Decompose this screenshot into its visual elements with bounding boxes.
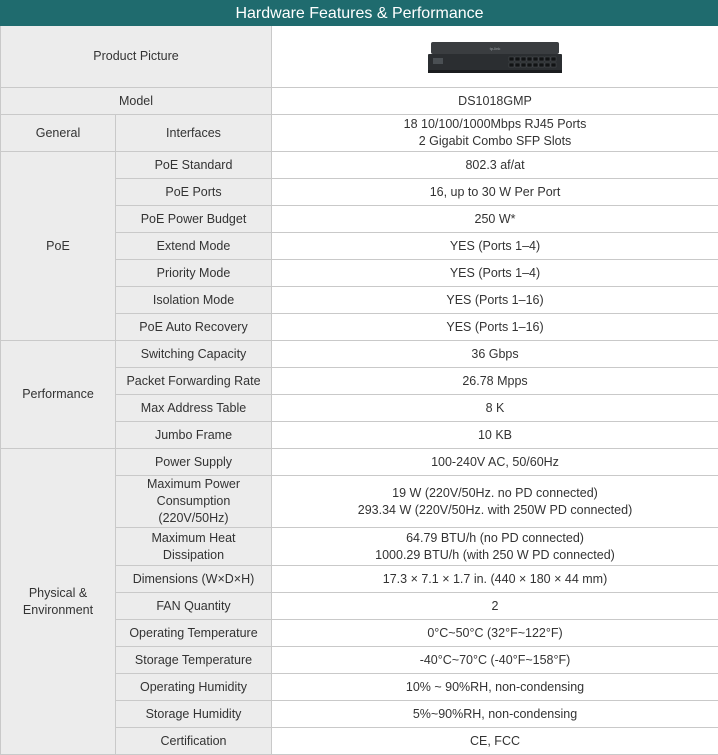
row-value: 17.3 × 7.1 × 1.7 in. (440 × 180 × 44 mm) <box>272 566 718 593</box>
row-value: YES (Ports 1–16) <box>272 314 718 341</box>
table-row <box>1 341 718 368</box>
table-row <box>1 449 718 476</box>
row-value: YES (Ports 1–4) <box>272 233 718 260</box>
row-label: Packet Forwarding Rate <box>116 368 272 395</box>
row-value: YES (Ports 1–16) <box>272 287 718 314</box>
row-value: 19 W (220V/50Hz. no PD connected) 293.34 W (220V/50Hz. with 250W PD connected) <box>272 476 718 528</box>
row-label: Max Address Table <box>116 395 272 422</box>
row-label: PoE Standard <box>116 152 272 179</box>
interfaces-label: Interfaces <box>116 115 272 152</box>
row-value: 10% ~ 90%RH, non-condensing <box>272 674 718 701</box>
row-label: Operating Temperature <box>116 620 272 647</box>
row-label: Power Supply <box>116 449 272 476</box>
row-value: 10 KB <box>272 422 718 449</box>
row-label: PoE Power Budget <box>116 206 272 233</box>
row-value: 5%~90%RH, non-condensing <box>272 701 718 728</box>
product-picture-row <box>1 26 718 88</box>
general-row <box>1 115 718 152</box>
model-row <box>1 88 718 115</box>
row-value: 26.78 Mpps <box>272 368 718 395</box>
row-label: Maximum Heat Dissipation <box>116 528 272 566</box>
row-label: Jumbo Frame <box>116 422 272 449</box>
row-label: Maximum Power Consumption (220V/50Hz) <box>116 476 272 528</box>
row-value: YES (Ports 1–4) <box>272 260 718 287</box>
row-value: -40°C~70°C (-40°F~158°F) <box>272 647 718 674</box>
row-label: FAN Quantity <box>116 593 272 620</box>
table-title: Hardware Features & Performance <box>1 1 718 26</box>
physical-environment-group: Physical & Environment <box>1 449 116 755</box>
row-value: CE, FCC <box>272 728 718 755</box>
row-value: 64.79 BTU/h (no PD connected) 1000.29 BTU/h (with 250 W PD connected) <box>272 528 718 566</box>
svg-text:tp-link: tp-link <box>490 46 501 51</box>
row-value: 8 K <box>272 395 718 422</box>
row-label: Extend Mode <box>116 233 272 260</box>
row-label: Isolation Mode <box>116 287 272 314</box>
row-value: 250 W* <box>272 206 718 233</box>
performance-group: Performance <box>1 341 116 449</box>
poe-group: PoE <box>1 152 116 341</box>
row-label: Priority Mode <box>116 260 272 287</box>
model-value: DS1018GMP <box>272 88 718 115</box>
table-row <box>1 152 718 179</box>
row-label: Certification <box>116 728 272 755</box>
row-label: Operating Humidity <box>116 674 272 701</box>
product-picture-cell <box>272 26 718 88</box>
model-label: Model <box>1 88 272 115</box>
row-label: PoE Ports <box>116 179 272 206</box>
row-value: 36 Gbps <box>272 341 718 368</box>
product-picture-label: Product Picture <box>1 26 272 88</box>
general-group: General <box>1 115 116 152</box>
row-value: 802.3 af/at <box>272 152 718 179</box>
row-value: 16, up to 30 W Per Port <box>272 179 718 206</box>
row-label: PoE Auto Recovery <box>116 314 272 341</box>
row-label: Storage Temperature <box>116 647 272 674</box>
row-value: 0°C~50°C (32°F~122°F) <box>272 620 718 647</box>
row-value: 100-240V AC, 50/60Hz <box>272 449 718 476</box>
switch-device-image <box>425 34 565 80</box>
interfaces-value: 18 10/100/1000Mbps RJ45 Ports 2 Gigabit Combo SFP Slots <box>272 115 718 152</box>
row-value: 2 <box>272 593 718 620</box>
row-label: Dimensions (W×D×H) <box>116 566 272 593</box>
row-label: Switching Capacity <box>116 341 272 368</box>
row-label: Storage Humidity <box>116 701 272 728</box>
